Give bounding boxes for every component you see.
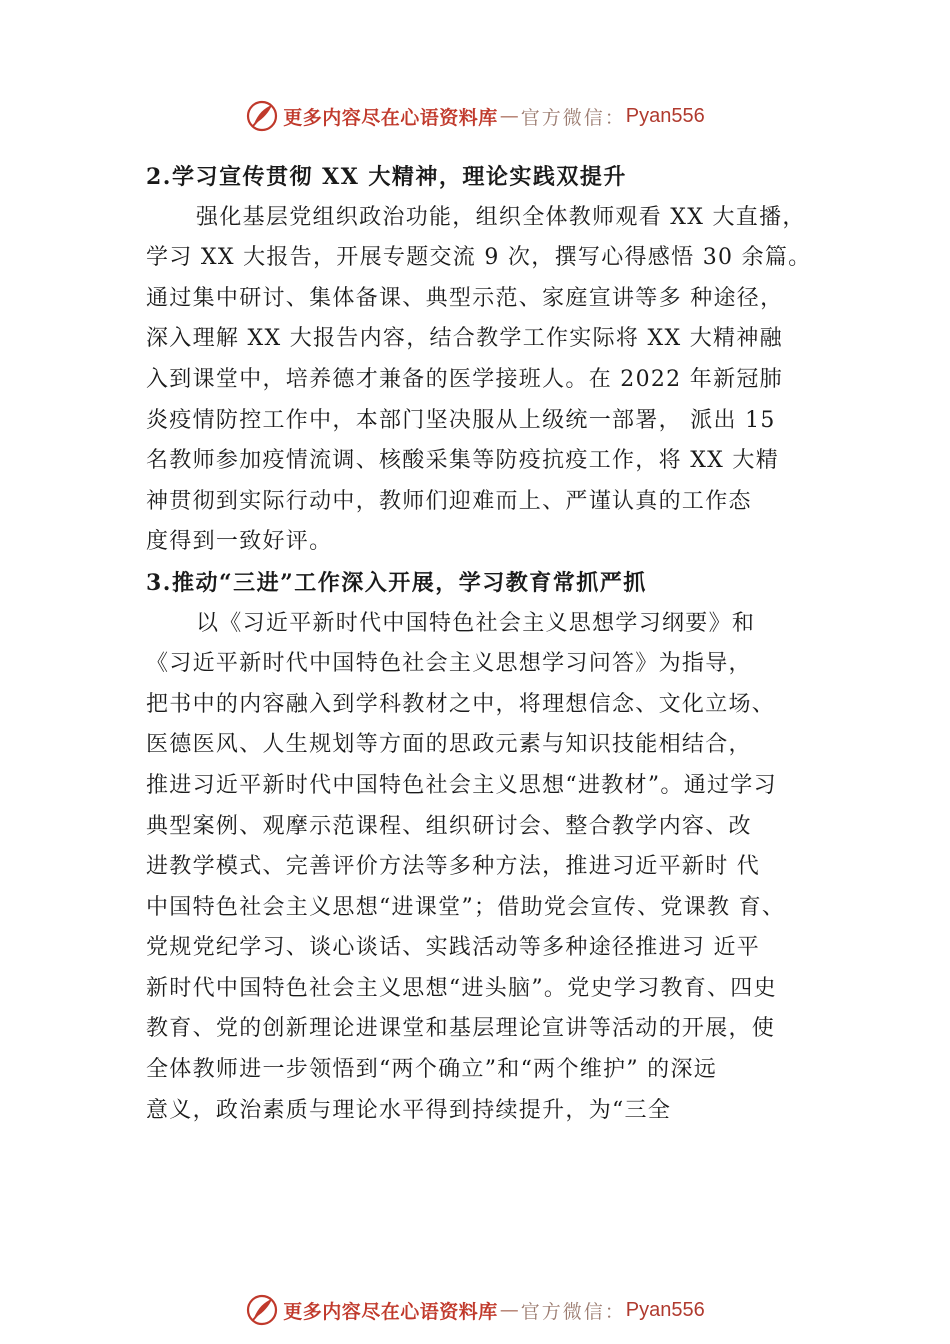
- watermark-brand: 更多内容尽在心语资料库: [283, 1300, 498, 1323]
- watermark-official-label: 官方微信：: [520, 1300, 626, 1323]
- paragraph-line: 把书中的内容融入到学科教材之中，将理想信念、文化立场、: [146, 691, 776, 717]
- watermark-dash: —: [499, 105, 519, 127]
- paragraph-line: 党规党纪学习、谈心谈话、实践活动等多种途径推进习 近平: [146, 935, 761, 961]
- watermark-dash: —: [499, 1299, 519, 1321]
- paragraph-line: 新时代中国特色社会主义思想“进头脑”。党史学习教育、四史: [146, 975, 777, 1001]
- feather-pen-logo-icon: [245, 99, 279, 133]
- paragraph-line: 典型案例、观摩示范课程、组织研讨会、整合教学内容、改: [146, 813, 752, 839]
- header-watermark: [0, 96, 950, 136]
- paragraph-line: 入到课堂中，培养德才兼备的医学接班人。在 2022 年新冠肺: [146, 366, 783, 392]
- section-heading: 3.推动“三进”工作深入开展，学习教育常抓严抓: [146, 569, 647, 596]
- paragraph-line: 医德医风、人生规划等方面的思政元素与知识技能相结合，: [146, 732, 752, 758]
- section-heading: 2.学习宣传贯彻 XX 大精神，理论实践双提升: [146, 164, 627, 190]
- paragraph-line: 学习 XX 大报告，开展专题交流 9 次，撰写心得感悟 30 余篇。: [146, 245, 812, 271]
- paragraph-line: 中国特色社会主义思想“进课堂”；借助党会宣传、党课教 育、: [146, 894, 786, 920]
- watermark-wechat-id: Pyan556: [625, 1298, 705, 1321]
- watermark-brand: 更多内容尽在心语资料库: [283, 106, 498, 129]
- paragraph-line: 进教学模式、完善评价方法等多种方法，推进习近平新时 代: [146, 854, 761, 880]
- paragraph-line: 通过集中研讨、集体备课、典型示范、家庭宣讲等多 种途径，: [146, 285, 784, 311]
- paragraph-line: 《习近平新时代中国特色社会主义思想学习问答》为指导，: [146, 651, 752, 677]
- paragraph-line: 推进习近平新时代中国特色社会主义思想“进教材”。通过学习: [146, 772, 777, 798]
- watermark-official-label: 官方微信：: [520, 106, 626, 129]
- paragraph-line: 全体教师进一步领悟到“两个确立”和“两个维护” 的深远: [146, 1057, 718, 1083]
- paragraph-line: 以《习近平新时代中国特色社会主义思想学习纲要》和: [196, 610, 756, 636]
- paragraph-line: 强化基层党组织政治功能，组织全体教师观看 XX 大直播，: [196, 204, 806, 230]
- paragraph-line: 名教师参加疫情流调、核酸采集等防疫抗疫工作，将 XX 大精: [146, 448, 780, 474]
- feather-pen-logo-icon: [245, 1293, 279, 1327]
- paragraph-line: 深入理解 XX 大报告内容，结合教学工作实际将 XX 大精神融: [146, 326, 783, 352]
- paragraph-line: 教育、党的创新理论进课堂和基层理论宣讲等活动的开展，使: [146, 1016, 776, 1042]
- paragraph-line: 神贯彻到实际行动中，教师们迎难而上、严谨认真的工作态: [146, 488, 752, 514]
- paragraph-line: 炎疫情防控工作中，本部门坚决服从上级统一部署， 派出 15: [146, 407, 776, 433]
- watermark-wechat-id: Pyan556: [625, 104, 705, 127]
- footer-watermark: [0, 1290, 950, 1330]
- document-body: [146, 157, 846, 1131]
- paragraph-line: 度得到一致好评。: [146, 529, 333, 555]
- paragraph-line: 意义，政治素质与理论水平得到持续提升，为“三全: [146, 1097, 672, 1123]
